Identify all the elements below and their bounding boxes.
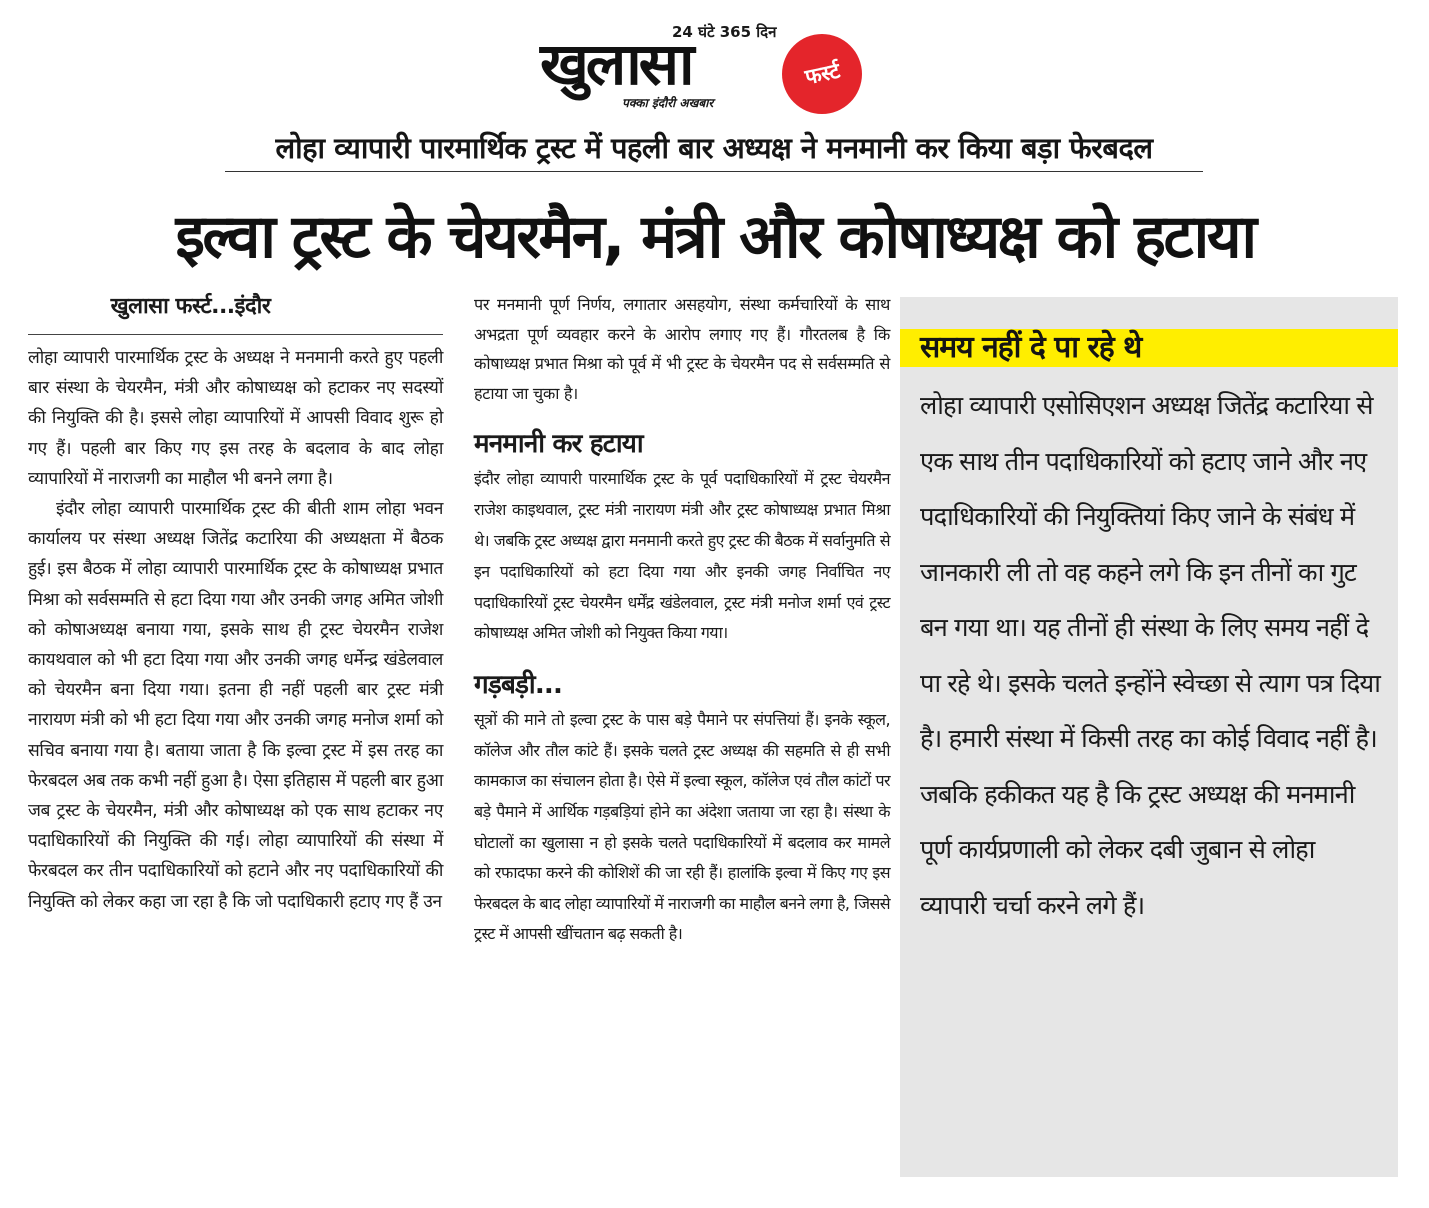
logo-wordmark: खुलासा: [540, 30, 692, 98]
sidebar-box: [900, 297, 1398, 1177]
article-column-2: [474, 290, 890, 950]
article-column-1: [28, 290, 443, 917]
article-headline: इल्वा ट्रस्ट के चेयरमैन, मंत्री और कोषाध्यक्ष को हटाया: [175, 202, 1255, 272]
logo-badge: [782, 34, 862, 114]
masthead: [540, 10, 870, 115]
subheading-gadbadi: गड़बड़ी...: [474, 670, 563, 701]
article-paragraph: सूत्रों की माने तो इल्वा ट्रस्ट के पास बड़े पैमाने पर संपत्तियां हैं। इनके स्कूल, कॉलेज और तौल कांटे हैं। इसके चलते ट्रस्ट अध्यक्ष की सहमति से ही सभी कामकाज का संचालन होता है। ऐसे में इल्वा स्कूल, कॉलेज एवं तौल कांटों पर बड़े पैमाने में आर्थिक गड़बड़ियां होने का अंदेशा जताया जा रहा है। संस्था के घोटालों का खुलासा न हो इसके चलते पदाधिकारियों में बदलाव कर मामले को रफादफा करने की कोशिशें की जा रही हैं। हालांकि इल्वा में किए गए इस फेरबदल के बाद लोहा व्यापारियों में नाराजगी का माहौल बनने लगा है, जिससे ट्रस्ट में आपसी खींचतान बढ़ सकती है।: [474, 710, 890, 944]
subheading-manmani: मनमानी कर हटाया: [474, 429, 643, 460]
article-paragraph: इंदौर लोहा व्यापारी पारमार्थिक ट्रस्ट की बीती शाम लोहा भवन कार्यालय पर संस्था अध्यक्ष जितेंद्र कटारिया की अध्यक्षता में बैठक हुई। इस बैठक में लोहा व्यापारी पारमार्थिक ट्रस्ट के कोषाध्यक्ष प्रभात मिश्रा को सर्वसम्मति से हटा दिया गया और उनकी जगह अमित जोशी को कोषाअध्यक्ष बनाया गया, इसके साथ ही ट्रस्ट चेयरमैन राजेश कायथवाल को भी हटा दिया गया और उनकी जगह धर्मेन्द्र खंडेलवाल को चेयरमैन बना दिया गया। इतना ही नहीं पहली बार ट्रस्ट मंत्री नारायण मंत्री को भी हटा दिया गया और उनकी जगह मनोज शर्मा को सचिव बनाया गया है। बताया जाता है कि इल्वा ट्रस्ट में इस तरह का फेरबदल अब तक कभी नहीं हुआ है। ऐसा इतिहास में पहली बार हुआ जब ट्रस्ट के चेयरमैन, मंत्री और कोषाध्यक्ष को एक साथ हटाकर नए पदाधिकारियों की नियुक्ति की गई। लोहा व्यापारियों की संस्था में फेरबदल कर तीन पदाधिकारियों को हटाने और नए पदाधिकारियों की नियुक्ति को लेकर कहा जा रहा है कि जो पदाधिकारी हटाए गए हैं उन: [28, 499, 443, 912]
article-dateline: खुलासा फर्स्ट...इंदौर: [28, 290, 443, 335]
masthead-tagline-bottom: पक्का इंदौरी अखबार: [622, 96, 714, 110]
sidebar-heading-bar: [900, 329, 1398, 367]
article-paragraph: इंदौर लोहा व्यापारी पारमार्थिक ट्रस्ट के पूर्व पदाधिकारियों में ट्रस्ट चेयरमैन राजेश काइथवाल, ट्रस्ट मंत्री नारायण मंत्री और ट्रस्ट कोषाध्यक्ष प्रभात मिश्रा थे। जबकि ट्रस्ट अध्यक्ष द्वारा मनमानी करते हुए ट्रस्ट की बैठक में सर्वानुमति से इन पदाधिकारियों को हटा दिया गया और इनकी जगह निर्वाचित नए पदाधिकारियों ट्रस्ट चेयरमैन धर्मेंद्र खंडेलवाल, ट्रस्ट मंत्री मनोज शर्मा एवं ट्रस्ट कोषाध्यक्ष अमित जोशी को नियुक्त किया गया।: [474, 469, 890, 643]
sidebar-body: लोहा व्यापारी एसोसिएशन अध्यक्ष जितेंद्र कटारिया से एक साथ तीन पदाधिकारियों को हटाए जाने और नए पदाधिकारियों की नियुक्तियां किए जाने के संबंध में जानकारी ली तो वह कहने लगे कि इन तीनों का गुट बन गया था। यह तीनों ही संस्था के लिए समय नहीं दे पा रहे थे। इसके चलते इन्होंने स्वेच्छा से त्याग पत्र दिया है। हमारी संस्था में किसी तरह का कोई विवाद नहीं है। जबकि हकीकत यह है कि ट्रस्ट अध्यक्ष की मनमानी पूर्ण कार्यप्रणाली को लेकर दबी जुबान से लोहा व्यापारी चर्चा करने लगे हैं।: [920, 391, 1380, 921]
masthead-tagline-top: 24 घंटे 365 दिन: [672, 23, 777, 41]
article-kicker: लोहा व्यापारी पारमार्थिक ट्रस्ट में पहली बार अध्यक्ष ने मनमानी कर किया बड़ा फेरबदल: [225, 128, 1203, 172]
article-paragraph: लोहा व्यापारी पारमार्थिक ट्रस्ट के अध्यक्ष ने मनमानी करते हुए पहली बार संस्था के चेयरमैन, मंत्री और कोषाध्यक्ष को हटाकर नए सदस्यों की नियुक्ति की है। इससे लोहा व्यापारियों में आपसी विवाद शुरू हो गए हैं। पहली बार किए गए इस तरह के बदलाव के बाद लोहा व्यापारियों में नाराजगी का माहौल भी बनने लगा है।: [28, 348, 443, 489]
logo-badge-text: फर्स्ट: [802, 58, 842, 90]
sidebar-heading: समय नहीं दे पा रहे थे: [920, 330, 1142, 365]
article-paragraph: पर मनमानी पूर्ण निर्णय, लगातार असहयोग, संस्था कर्मचारियों के साथ अभद्रता पूर्ण व्यवहार करने के आरोप लगाए गए हैं। गौरतलब है कि कोषाध्यक्ष प्रभात मिश्रा को पूर्व में भी ट्रस्ट के चेयरमैन पद से सर्वसम्मति से हटाया जा चुका है।: [474, 295, 890, 403]
